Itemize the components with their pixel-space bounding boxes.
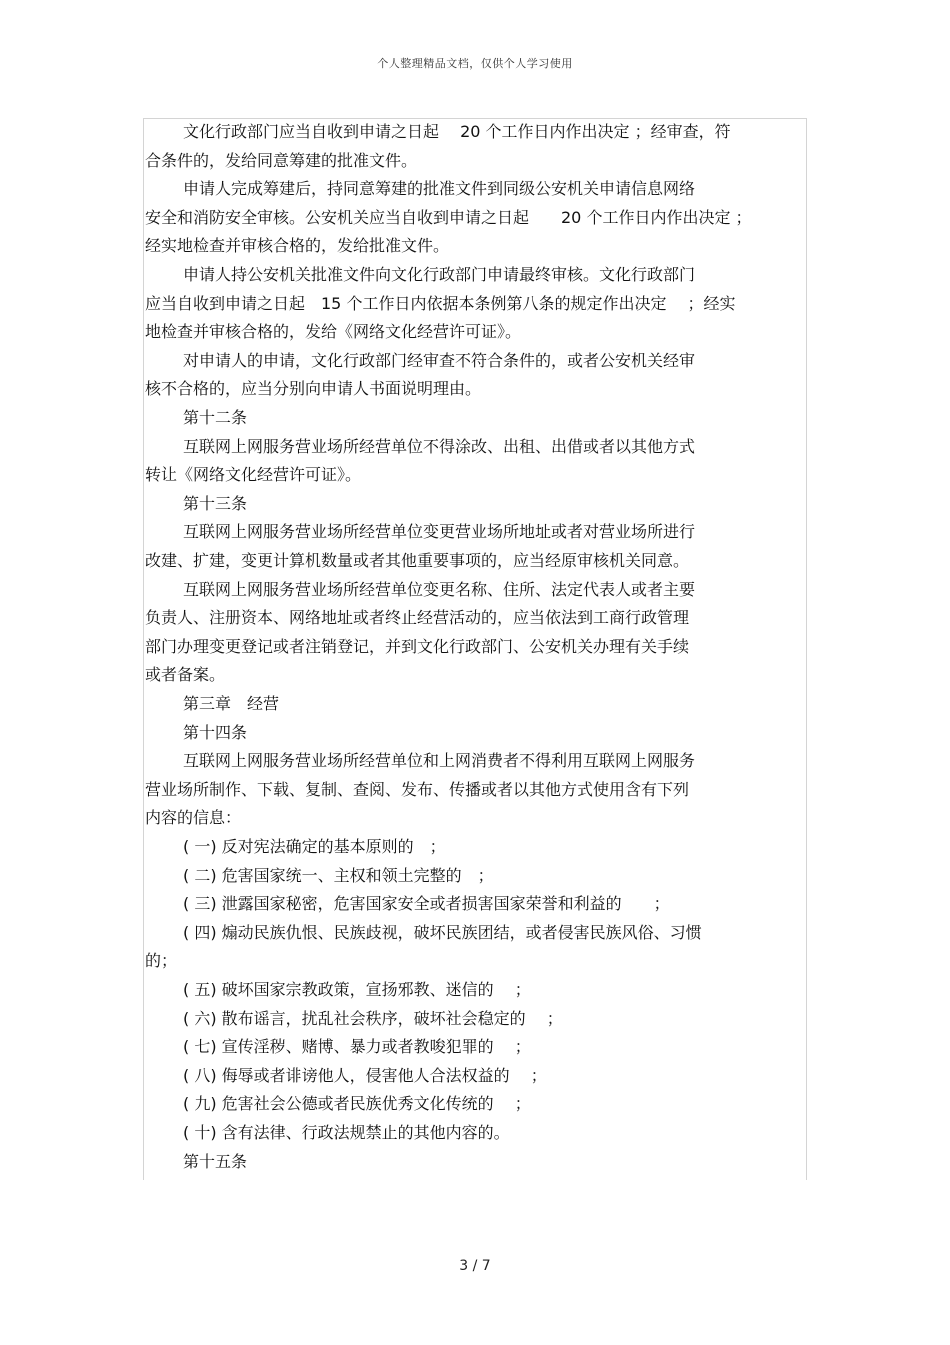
article-heading: 第十二条 — [183, 408, 248, 427]
body-line: 申请人持公安机关批准文件向文化行政部门申请最终审核。文化行政部门 — [183, 265, 696, 284]
page-frame-right-border — [806, 118, 807, 1180]
list-item: 的； — [145, 951, 178, 970]
list-item: ( 五) 破坏国家宗教政策，宣扬邪教、迷信的 ； — [183, 980, 531, 999]
body-line: 地检查并审核合格的，发给《网络文化经营许可证》。 — [145, 322, 522, 341]
body-line: 申请人完成筹建后，持同意筹建的批准文件到同级公安机关申请信息网络 — [183, 179, 696, 198]
page-frame-left-border — [143, 118, 144, 1180]
list-item: ( 一) 反对宪法确定的基本原则的 ； — [183, 837, 446, 856]
body-line: 经实地检查并审核合格的，发给批准文件。 — [145, 236, 450, 255]
body-line: 负责人、注册资本、网络地址或者终止经营活动的，应当依法到工商行政管理 — [145, 608, 690, 627]
chapter-heading: 第三章 经营 — [183, 694, 280, 713]
body-line: 互联网上网服务营业场所经营单位不得涂改、出租、出借或者以其他方式 — [183, 437, 696, 456]
list-item: ( 三) 泄露国家秘密，危害国家安全或者损害国家荣誉和利益的 ； — [183, 894, 670, 913]
list-item: ( 七) 宣传淫秽、赌博、暴力或者教唆犯罪的 ； — [183, 1037, 531, 1056]
body-line: 文化行政部门应当自收到申请之日起 20 个工作日内作出决定 ；经审查，符 — [183, 122, 731, 141]
list-item: ( 九) 危害社会公德或者民族优秀文化传统的 ； — [183, 1094, 531, 1113]
body-line: 改建、扩建，变更计算机数量或者其他重要事项的，应当经原审核机关同意。 — [145, 551, 690, 570]
article-heading: 第十四条 — [183, 723, 248, 742]
body-line: 部门办理变更登记或者注销登记，并到文化行政部门、公安机关办理有关手续 — [145, 637, 690, 656]
body-line: 或者备案。 — [145, 665, 226, 684]
list-item: ( 四) 煽动民族仇恨、民族歧视，破坏民族团结，或者侵害民族风俗、习惯 — [183, 923, 702, 942]
body-line: 合条件的，发给同意筹建的批准文件。 — [145, 151, 418, 170]
body-line: 营业场所制作、下载、复制、查阅、发布、传播或者以其他方式使用含有下列 — [145, 780, 690, 799]
body-line: 互联网上网服务营业场所经营单位和上网消费者不得利用互联网上网服务 — [183, 751, 696, 770]
page-header: 个人整理精品文档，仅供个人学习使用 — [377, 57, 573, 70]
body-line: 对申请人的申请，文化行政部门经审查不符合条件的，或者公安机关经审 — [183, 351, 696, 370]
body-line: 内容的信息： — [145, 808, 242, 827]
list-item: ( 八) 侮辱或者诽谤他人，侵害他人合法权益的 ； — [183, 1066, 547, 1085]
article-heading: 第十三条 — [183, 494, 248, 513]
body-line: 转让《网络文化经营许可证》。 — [145, 465, 362, 484]
article-heading: 第十五条 — [183, 1152, 248, 1171]
body-line: 应当自收到申请之日起 15 个工作日内依据本条例第八条的规定作出决定 ；经实 — [145, 294, 736, 313]
list-item: ( 十) 含有法律、行政法规禁止的其他内容的。 — [183, 1123, 510, 1142]
page-number: 3 / 7 — [459, 1258, 491, 1274]
body-line: 安全和消防安全审核。公安机关应当自收到申请之日起 20 个工作日内作出决定 ； — [145, 208, 752, 227]
body-line: 互联网上网服务营业场所经营单位变更名称、住所、法定代表人或者主要 — [183, 580, 696, 599]
body-line: 互联网上网服务营业场所经营单位变更营业场所地址或者对营业场所进行 — [183, 522, 696, 541]
body-line: 核不合格的，应当分别向申请人书面说明理由。 — [145, 379, 482, 398]
list-item: ( 二) 危害国家统一、主权和领土完整的 ； — [183, 866, 494, 885]
list-item: ( 六) 散布谣言，扰乱社会秩序，破坏社会稳定的 ； — [183, 1009, 563, 1028]
